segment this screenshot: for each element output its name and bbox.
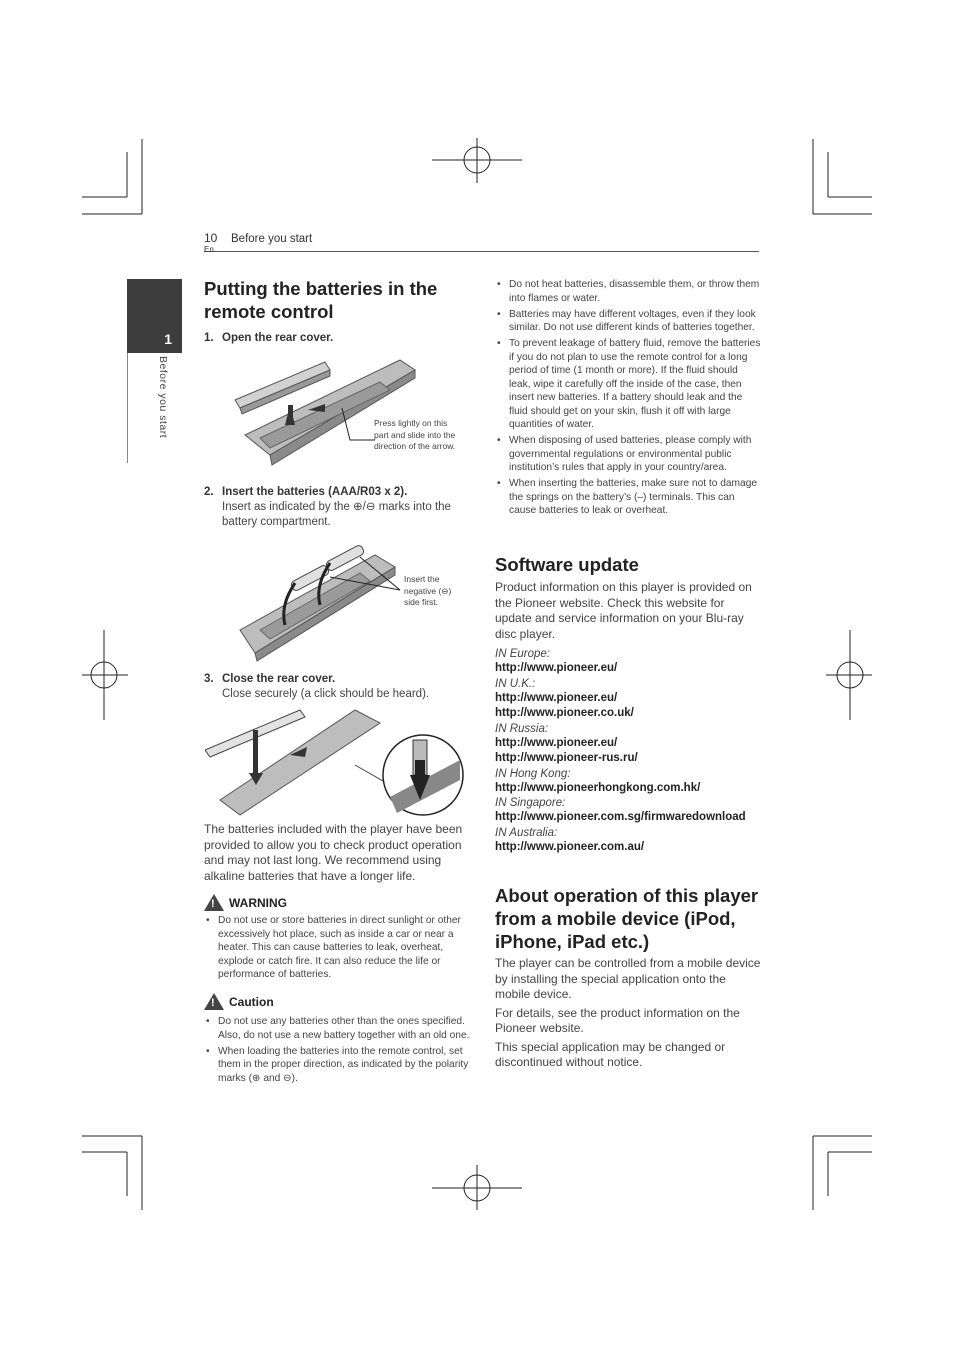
- battery-precautions-list: [495, 278, 761, 520]
- remote-insert-batteries-illustration: [235, 535, 415, 665]
- website-link[interactable]: http://www.pioneer.co.uk/: [495, 707, 634, 719]
- precaution-item: • To prevent leakage of battery fluid, remove the batteries if you do not plan to use the remote control for a long period of time (1 month or more). If the fluid should leak, wipe it carefully off the inside of the case, then insert new batteries. If a battery should leak and the fluid should get on your skin, flush it off with large quantities of water.: [495, 337, 761, 432]
- header-section-title: Before you start: [231, 233, 313, 245]
- website-link[interactable]: http://www.pioneerhongkong.com.hk/: [495, 781, 701, 794]
- website-link[interactable]: http://www.pioneer-rus.ru/: [495, 752, 638, 764]
- region-label: IN Hong Kong:: [495, 767, 571, 780]
- step-3: [204, 672, 466, 702]
- page-header: [204, 231, 759, 252]
- warning-icon: !: [204, 894, 224, 911]
- mobile-paragraph-2: For details, see the product information on the Pioneer website.: [495, 1005, 740, 1035]
- region-label: IN Singapore:: [495, 797, 566, 809]
- caution-item: • Do not use any batteries other than the ones specified. Also, do not use a new battery together with an old one.: [204, 1015, 470, 1042]
- remote-open-cover-illustration: [230, 350, 470, 475]
- website-link[interactable]: http://www.pioneer.com.au/: [495, 840, 645, 853]
- warning-heading: [204, 894, 470, 911]
- website-link[interactable]: http://www.pioneer.com.sg/firmwaredownload: [495, 811, 746, 823]
- page-number: 10: [204, 231, 218, 245]
- step-number: 2.: [204, 486, 214, 498]
- precaution-item: • Batteries may have different voltages, even if they look similar. Do not use different kinds of batteries together.: [495, 308, 761, 335]
- step-2: [204, 485, 466, 530]
- website-link[interactable]: http://www.pioneer.eu/: [495, 662, 618, 674]
- warning-box: [204, 894, 470, 984]
- step-number: 3.: [204, 673, 214, 685]
- mobile-paragraph-3: This special application may be changed or discontinued without notice.: [495, 1039, 726, 1069]
- precaution-item: • When disposing of used batteries, please comply with governmental regulations or environmental public institution’s rules that apply in your country/area.: [495, 434, 761, 475]
- region-label: IN Russia:: [495, 722, 549, 735]
- step-text: Insert as indicated by the ⊕/⊖ marks into the battery compartment.: [222, 501, 451, 528]
- precaution-item: • Do not heat batteries, disassemble them, or throw them into flames or water.: [495, 278, 761, 305]
- remote-close-cover-illustration: [205, 705, 467, 820]
- step-1: [204, 331, 464, 346]
- region-label: IN U.K.:: [495, 677, 536, 690]
- section-title-mobile-operation: About operation of this player from a mobile device (iPod, iPhone, iPad etc.): [495, 885, 759, 952]
- caution-icon: !: [204, 993, 224, 1010]
- step-text: Close securely (a click should be heard).: [222, 688, 430, 700]
- chapter-number: 1: [164, 331, 172, 347]
- mobile-paragraph-1: The player can be controlled from a mobile device by installing the special application onto the mobile device.: [495, 956, 761, 1001]
- mobile-operation-text: [495, 956, 761, 1071]
- warning-item: • Do not use or store batteries in direct sunlight or other excessively hot place, such as inside a car or near a heater. This can cause batteries to leak, overheat, explode or catch fire. It can also reduce the life or performance of batteries.: [204, 914, 470, 982]
- battery-intro-text: The batteries included with the player have been provided to allow you to check product operation and may not last long. We recommend using alkaline batteries that have a longer life.: [204, 822, 463, 883]
- page-language: En: [204, 245, 214, 254]
- figure-2-caption: Insert the negative (⊖) side first.: [404, 574, 452, 607]
- region-label: IN Australia:: [495, 826, 558, 839]
- caution-list: [204, 1015, 470, 1085]
- section-title-batteries: Putting the batteries in the remote control: [204, 278, 438, 322]
- software-update-text: Product information on this player is provided on the Pioneer website. Check this website for update and service information on your Blu-ray disc player.: [495, 580, 752, 641]
- chapter-tab: [127, 279, 182, 353]
- caution-heading: [204, 993, 470, 1010]
- region-label: IN Europe:: [495, 648, 550, 660]
- step-title: Insert the batteries (AAA/R03 x 2).: [222, 486, 408, 498]
- step-title: Open the rear cover.: [222, 332, 334, 344]
- section-title-software-update: Software update: [495, 554, 639, 575]
- caution-item: • When loading the batteries into the remote control, set them in the proper direction, as indicated by the polarity marks (⊕ and ⊖).: [204, 1045, 470, 1086]
- website-link[interactable]: http://www.pioneer.eu/: [495, 691, 618, 704]
- website-link[interactable]: http://www.pioneer.eu/: [495, 736, 618, 749]
- precaution-item: • When inserting the batteries, make sure not to damage the springs on the battery’s (–) terminals. This can cause batteries to leak or overheat.: [495, 477, 761, 518]
- chapter-tab-label: Before you start: [157, 356, 169, 439]
- step-number: 1.: [204, 332, 214, 344]
- tab-divider: [127, 353, 128, 463]
- figure-1-caption: Press lightly on this part and slide into the direction of the arrow.: [374, 418, 456, 451]
- warning-title: WARNING: [229, 895, 287, 910]
- caution-box: [204, 993, 470, 1088]
- pioneer-websites-list: [495, 647, 761, 855]
- caution-title: Caution: [229, 994, 274, 1009]
- step-title: Close the rear cover.: [222, 673, 336, 685]
- warning-list: [204, 914, 470, 982]
